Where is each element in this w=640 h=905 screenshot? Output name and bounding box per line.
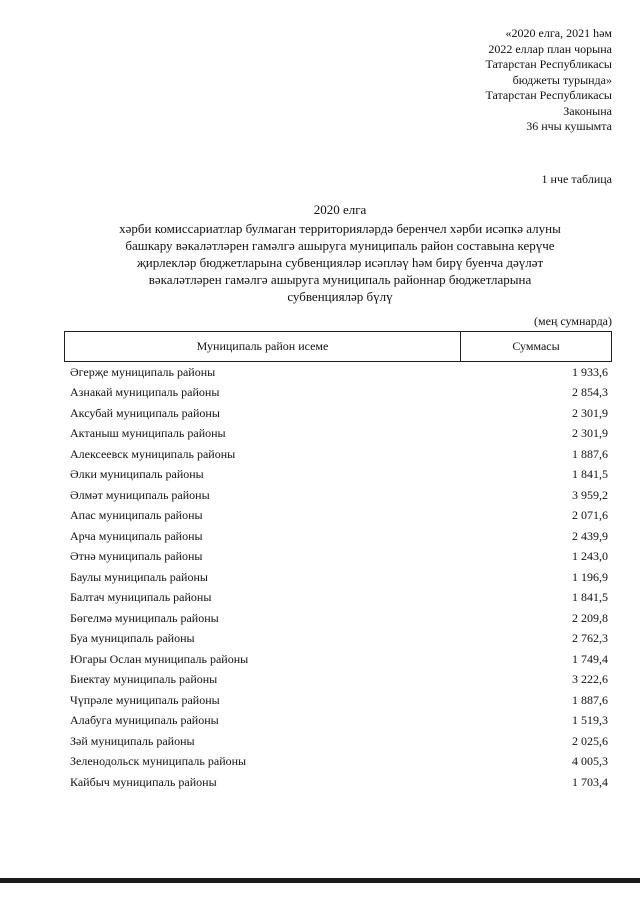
appendix-header	[352, 26, 612, 135]
district-name: Әтнә муниципаль районы	[70, 549, 203, 564]
table-row	[70, 752, 608, 773]
header-line: Законына	[563, 103, 612, 118]
district-name: Югары Ослан муниципаль районы	[70, 651, 249, 666]
district-name: Баулы муниципаль районы	[70, 569, 208, 584]
scan-edge-bar	[0, 878, 640, 883]
district-name: Азнакай муниципаль районы	[70, 385, 220, 400]
district-amount: 1 887,6	[572, 446, 608, 461]
table-number-label: 1 нче таблица	[541, 172, 612, 186]
table-row	[70, 485, 608, 506]
title-line: вәкаләтләрен гамәлгә ашыруга муниципаль районнар бюджетларына	[148, 272, 532, 287]
district-amount: 1 196,9	[572, 569, 608, 584]
table-body	[70, 362, 608, 793]
header-line: Татарстан Республикасы	[485, 88, 612, 102]
district-amount: 2 439,9	[572, 528, 608, 543]
header-line: «2020 елга, 2021 һәм	[505, 26, 612, 40]
district-name: Буа муниципаль районы	[70, 631, 195, 646]
table-row	[70, 526, 608, 547]
table-row	[70, 383, 608, 404]
table-row	[70, 424, 608, 445]
document-title	[60, 201, 620, 305]
table-row	[70, 444, 608, 465]
district-amount: 2 301,9	[572, 405, 608, 420]
district-name: Арча муниципаль районы	[70, 528, 203, 543]
table-row	[70, 629, 608, 650]
district-name: Алабуга муниципаль районы	[70, 713, 219, 728]
header-line: Татарстан Республикасы	[485, 57, 612, 71]
table-row	[70, 670, 608, 691]
district-amount: 1 749,4	[572, 651, 608, 666]
district-amount: 2 071,6	[572, 508, 608, 523]
district-amount: 3 959,2	[572, 487, 608, 502]
district-name: Апас муниципаль районы	[70, 508, 203, 523]
district-name: Әгерҗе муниципаль районы	[70, 364, 216, 379]
title-line: башкару вәкаләтләрен гамәлгә ашыруга муниципаль район составына керүче	[125, 238, 555, 253]
table-row	[70, 567, 608, 588]
district-name: Алексеевск муниципаль районы	[70, 446, 236, 461]
district-name: Актаныш муниципаль районы	[70, 426, 226, 441]
district-name: Кайбыч муниципаль районы	[70, 774, 217, 789]
table-row	[70, 362, 608, 383]
table-header	[64, 331, 612, 362]
table-row	[70, 711, 608, 732]
column-header-amount: Суммасы	[512, 339, 560, 353]
table-row	[70, 772, 608, 793]
header-line: бюджеты турында»	[512, 72, 612, 87]
district-amount: 2 301,9	[572, 426, 608, 441]
table-row	[70, 547, 608, 568]
district-amount: 1 243,0	[572, 549, 608, 564]
district-name: Зәй муниципаль районы	[70, 733, 195, 748]
district-amount: 1 519,3	[572, 713, 608, 728]
table-row	[70, 649, 608, 670]
district-amount: 3 222,6	[572, 672, 608, 687]
district-name: Чүпрәле муниципаль районы	[70, 692, 220, 707]
header-line: 36 нчы кушымта	[526, 119, 612, 133]
title-line: субвенцияләр бүлү	[287, 289, 393, 304]
table-row	[70, 731, 608, 752]
title-year: 2020 елга	[313, 202, 367, 217]
title-line: җирлекләр бюджетларына субвенцияләр исәпләү һәм бирү буенча дәүләт	[136, 255, 544, 270]
district-amount: 2 025,6	[572, 733, 608, 748]
district-amount: 2 209,8	[572, 610, 608, 625]
district-name: Әлки муниципаль районы	[70, 467, 204, 482]
table-row	[70, 403, 608, 424]
district-name: Аксубай муниципаль районы	[70, 405, 220, 420]
column-header-name: Муниципаль район исеме	[65, 332, 461, 361]
title-line: хәрби комиссариатлар булмаган территорияләрдә беренчел хәрби исәпкә алуны	[119, 221, 561, 236]
header-line: 2022 еллар план чорына	[488, 41, 612, 56]
district-name: Әлмәт муниципаль районы	[70, 487, 210, 502]
district-name: Балтач муниципаль районы	[70, 590, 212, 605]
units-note: (мең сумнарда)	[534, 314, 612, 328]
table-row	[70, 465, 608, 486]
district-amount: 2 854,3	[572, 385, 608, 400]
table-row	[70, 506, 608, 527]
district-name: Зеленодольск муниципаль районы	[70, 754, 247, 769]
district-amount: 1 887,6	[572, 692, 608, 707]
table-row	[70, 608, 608, 629]
district-amount: 1 841,5	[572, 590, 608, 605]
district-name: Бөгелмә муниципаль районы	[70, 610, 219, 625]
district-amount: 1 841,5	[572, 467, 608, 482]
district-name: Биектау муниципаль районы	[70, 672, 218, 687]
district-amount: 4 005,3	[572, 754, 608, 769]
district-amount: 1 933,6	[572, 364, 608, 379]
table-row	[70, 690, 608, 711]
district-amount: 2 762,3	[572, 631, 608, 646]
district-amount: 1 703,4	[572, 774, 608, 789]
table-row	[70, 588, 608, 609]
